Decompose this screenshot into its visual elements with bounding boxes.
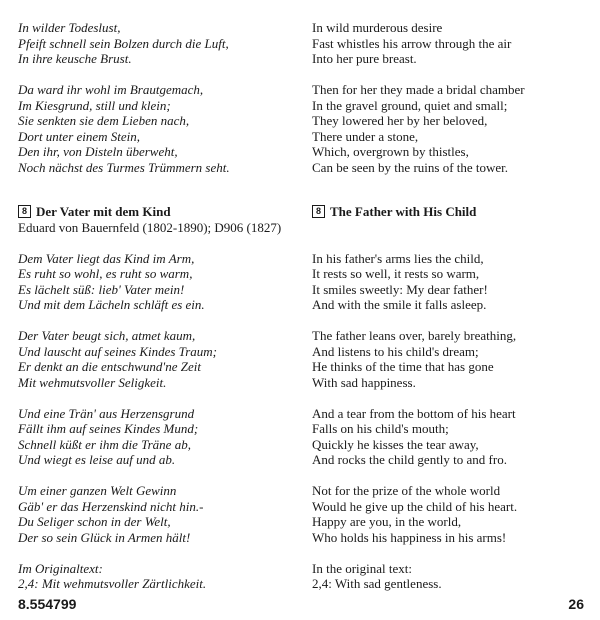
english-stanza-5: [312, 406, 587, 468]
verse-line: Da ward ihr wohl im Brautgemach,: [18, 82, 204, 97]
german-text-column: [18, 20, 288, 592]
song-title: [312, 204, 587, 220]
verse-line: Und eine Trän' aus Herzensgrund: [18, 405, 195, 421]
verse-line: Then for her they made a bridal chamber: [312, 82, 525, 97]
verse-line: In ihre keusche Brust.: [18, 51, 132, 66]
verse-line: Into her pure breast.: [312, 51, 417, 66]
note-line: In the original text:: [312, 560, 413, 576]
verse-line: In wilder Todeslust,: [18, 20, 121, 35]
german-stanza-3: [18, 251, 288, 313]
english-stanza-2: [312, 82, 587, 175]
verse-line: Um einer ganzen Welt Gewinn: [18, 483, 177, 498]
note-line: 2,4: Mit wehmutsvoller Zärtlichkeit.: [18, 576, 207, 591]
verse-line: And with the smile it falls asleep.: [312, 297, 487, 312]
verse-line: And a tear from the bottom of his heart: [312, 405, 516, 421]
german-stanza-1: [18, 20, 288, 67]
verse-line: Den ihr, von Disteln überweht,: [18, 144, 178, 159]
verse-line: With sad happiness.: [312, 374, 416, 390]
verse-line: Der Vater beugt sich, atmet kaum,: [18, 328, 196, 343]
verse-line: In wild murderous desire: [312, 20, 443, 35]
song-title: [18, 204, 288, 220]
verse-line: There under a stone,: [312, 128, 419, 144]
verse-line: Es ruht so wohl, es ruht so warm,: [18, 266, 193, 281]
author-line: Eduard von Bauernfeld (1802-1890); D906 (1827): [18, 219, 282, 235]
verse-line: In his father's arms lies the child,: [312, 250, 484, 266]
verse-line: Quickly he kisses the tear away,: [312, 436, 479, 452]
verse-line: Er denkt an die entschwund'ne Zeit: [18, 359, 201, 374]
german-original-text-note: [18, 561, 288, 592]
verse-line: Fällt ihm auf seines Kindes Mund;: [18, 421, 199, 436]
verse-line: Would he give up the child of his heart.: [312, 498, 518, 514]
english-original-text-note: [312, 561, 587, 592]
note-line: 2,4: With sad gentleness.: [312, 576, 442, 591]
german-stanza-4: [18, 328, 288, 390]
track-number-badge: 8: [312, 205, 325, 218]
song-title-text: Der Vater mit dem Kind: [36, 204, 171, 219]
verse-line: Sie senkten sie dem Lieben nach,: [18, 113, 190, 128]
verse-line: It smiles sweetly: My dear father!: [312, 281, 488, 297]
verse-line: Im Kiesgrund, still und klein;: [18, 97, 171, 113]
english-stanza-6: [312, 483, 587, 545]
verse-line: Dort unter einem Stein,: [18, 128, 141, 144]
verse-line: He thinks of the time that has gone: [312, 359, 494, 374]
english-stanza-1: [312, 20, 587, 67]
song-title-text: The Father with His Child: [330, 204, 477, 219]
verse-line: Who holds his happiness in his arms!: [312, 529, 507, 545]
track-number-badge: 8: [18, 205, 31, 218]
verse-line: Dem Vater liegt das Kind im Arm,: [18, 250, 195, 266]
english-text-column: [312, 20, 587, 592]
verse-line: Not for the prize of the whole world: [312, 483, 501, 498]
verse-line: Du Seliger schon in der Welt,: [18, 514, 171, 529]
catalogue-number: 8.554799: [18, 596, 77, 612]
verse-line: Schnell küßt er ihm die Träne ab,: [18, 436, 191, 452]
verse-line: Which, overgrown by thistles,: [312, 144, 469, 159]
note-line: Im Originaltext:: [18, 560, 103, 576]
verse-line: The father leans over, barely breathing,: [312, 328, 517, 343]
verse-line: Es lächelt süß: lieb' Vater mein!: [18, 281, 185, 297]
verse-line: Noch nächst des Turmes Trümmern seht.: [18, 159, 230, 175]
verse-line: And listens to his child's dream;: [312, 343, 479, 359]
verse-line: And rocks the child gently to and fro.: [312, 452, 507, 467]
verse-line: They lowered her by her beloved,: [312, 113, 488, 128]
verse-line: Und mit dem Lächeln schläft es ein.: [18, 297, 205, 312]
verse-line: Fast whistles his arrow through the air: [312, 35, 512, 51]
verse-line: Und wiegt es leise auf und ab.: [18, 452, 176, 467]
author-line-spacer: [312, 220, 587, 236]
verse-line: Und lauscht auf seines Kindes Traum;: [18, 343, 217, 359]
german-stanza-6: [18, 483, 288, 545]
verse-line: Happy are you, in the world,: [312, 514, 462, 529]
verse-line: Mit wehmutsvoller Seligkeit.: [18, 374, 167, 390]
page-number: 26: [568, 596, 584, 612]
verse-line: It rests so well, it rests so warm,: [312, 266, 480, 281]
english-stanza-4: [312, 328, 587, 390]
verse-line: Gäb' er das Herzenskind nicht hin.-: [18, 498, 204, 514]
german-stanza-5: [18, 406, 288, 468]
verse-line: Falls on his child's mouth;: [312, 421, 449, 436]
verse-line: Can be seen by the ruins of the tower.: [312, 159, 509, 175]
verse-line: Der so sein Glück in Armen hält!: [18, 529, 191, 545]
verse-line: Pfeift schnell sein Bolzen durch die Luft,: [18, 35, 229, 51]
verse-line: In the gravel ground, quiet and small;: [312, 97, 508, 113]
german-stanza-2: [18, 82, 288, 175]
english-stanza-3: [312, 251, 587, 313]
